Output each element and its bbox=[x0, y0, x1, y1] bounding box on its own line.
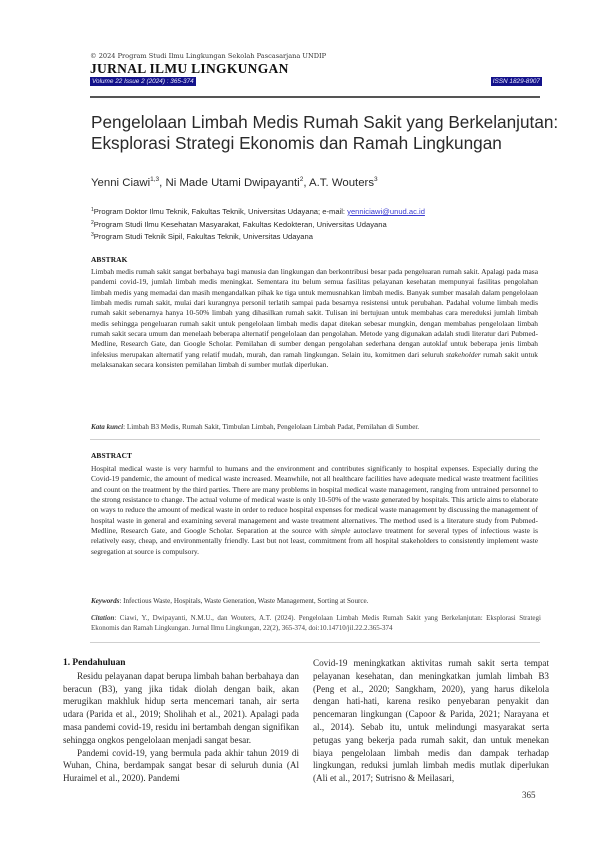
abstract-body bbox=[91, 464, 538, 557]
abstract-text-end: autoclave treatment for several types of infectious waste is relatively easy, cheap, and environmentally friendly. Last but not least, commitment from all hospital stakeholders to consistently implement waste segregation at source is compulsory. bbox=[91, 526, 538, 556]
article-title-line-2: Eksplorasi Strategi Ekonomis dan Ramah Lingkungan bbox=[91, 133, 502, 153]
keywords-values: : Infectious Waste, Hospitals, Waste Generation, Waste Management, Sorting at Source. bbox=[119, 597, 369, 605]
citation-block bbox=[91, 613, 541, 634]
author-affiliation-mark: 2 bbox=[299, 176, 304, 183]
journal-header bbox=[90, 52, 540, 88]
affiliation-mark: 2 bbox=[91, 219, 94, 226]
author-email-link[interactable]: yenniciawi@unud.ac.id bbox=[347, 207, 425, 216]
copyright-notice: © 2024 Program Studi Ilmu Lingkungan Sekolah Pascasarjana UNDIP bbox=[90, 52, 327, 60]
keywords-label: Keywords bbox=[91, 597, 120, 605]
abstrak-text-end: rumah sakit untuk melaksanakan secara konsisten pemilahan limbah di sumber mutlak diperlukan. bbox=[91, 349, 538, 370]
body-paragraph: Residu pelayanan dapat berupa limbah bahan berbahaya dan beracun (B3), yang jika tidak diolah dengan baik, akan merugikan makhluk hidup serta mencemari tanah, air serta udara (Parida et al., 2019; Sholihah et al., 2021). Apalagi pada masa pandemi covid-19, residu ini bertambah dengan signifikan sehingga ongkos pengelolaan menjadi sangat besar. bbox=[63, 670, 299, 745]
body-column-right bbox=[313, 657, 549, 785]
page-number: 365 bbox=[522, 790, 536, 800]
author-affiliation-mark: 3 bbox=[374, 176, 378, 183]
citation-text: : Ciawi, Y., Dwipayanti, N.M.U., dan Wouters, A.T. (2024). Pengelolaan Limbah Medis Rumah Sakit yang Berkelanjutan: Eksplorasi Strategi Ekonomis dan Ramah Lingkungan. Jurnal Ilmu Lingkungan, 22(2), 365-374, doi:10.14710/jil.22.2.365-374 bbox=[91, 614, 541, 633]
kata-kunci-label: Kata kunci bbox=[91, 423, 124, 431]
volume-issue-info[interactable]: Volume 22 Issue 2 (2024) : 365-374 bbox=[92, 78, 194, 85]
affiliation-item bbox=[91, 230, 551, 243]
author-name: A.T. Wouters bbox=[309, 177, 375, 189]
affiliation-item bbox=[91, 205, 551, 218]
body-paragraph: Pandemi covid-19, yang bermula pada akhir tahun 2019 di Wuhan, China, berdampak sangat besar di seluruh dunia (Al Huraimel et al., 2020). Pandemi bbox=[63, 747, 299, 784]
article-title bbox=[91, 112, 561, 154]
affiliation-mark: 3 bbox=[91, 232, 94, 238]
header-divider bbox=[90, 96, 540, 98]
author-name: Yenni Ciawi bbox=[91, 177, 151, 189]
affiliation-item bbox=[91, 218, 551, 231]
affiliation-text: Program Studi Ilmu Kesehatan Masyarakat, Fakultas Kedokteran, Universitas Udayana bbox=[93, 219, 387, 229]
keywords bbox=[91, 597, 541, 605]
abstract-heading: ABSTRACT bbox=[91, 451, 133, 460]
body-column-left bbox=[63, 657, 299, 785]
abstract-paragraph bbox=[91, 464, 538, 557]
author-separator: , bbox=[159, 177, 166, 189]
abstrak-paragraph bbox=[91, 267, 538, 370]
affiliation-list bbox=[91, 205, 551, 243]
author-affiliation-mark: 1,3 bbox=[150, 176, 160, 183]
journal-meta-row bbox=[90, 77, 540, 88]
kata-kunci-values: : Limbah B3 Medis, Rumah Sakit, Timbulan Limbah, Pengelolaan Limbah Padat, Pemilahan di Sumber. bbox=[123, 423, 420, 431]
abstract-italic-term: simple bbox=[330, 526, 351, 536]
article-title-line-1: Pengelolaan Limbah Medis Rumah Sakit yang Berkelanjutan: bbox=[91, 112, 559, 132]
citation-divider bbox=[90, 642, 540, 643]
body-paragraph: Covid-19 meningkatkan aktivitas rumah sakit serta tempat pelayanan kesehatan, dan meningkatkan jumlah limbah B3 (Peng et al., 2020; Sangkham, 2020), yang harus dikelola dengan hati-hati, karena resiko penyebaran penyakit dan pencemaran lingkungan (Capoor & Parida, 2021; Narayana et al., 2014). Sebab itu, untuk melindungi masyarakat serta petugas yang bekerja pada rumah sakit, dan untuk menekan biaya pengelolaan limbah medis dan dampak terhadap lingkungan, reduksi jumlah limbah medis mutlak diperlukan (Ali et al., 2017; Sutrisno & Meilasari, bbox=[313, 658, 549, 784]
author-separator: , bbox=[303, 177, 310, 189]
affiliation-text: Program Doktor Ilmu Teknik, Fakultas Teknik, Universitas Udayana; e-mail: bbox=[93, 207, 348, 216]
journal-title: JURNAL ILMU LINGKUNGAN bbox=[90, 61, 289, 76]
abstrak-heading: ABSTRAK bbox=[91, 255, 128, 264]
issn-label[interactable]: ISSN 1829-8907 bbox=[492, 78, 540, 85]
kata-kunci bbox=[91, 423, 541, 431]
abstract-text: Hospital medical waste is very harmful to humans and the environment and contributes significanly to hospital expenses. Especially during the Covid-19 pandemic, the amount of medical waste increased. Meanwhile, not all healthcare facilities have adequate medical waste treatment facilities and count on the treatment by the third parties. There are many problems in hospital medical waste management, ranging from untrained personnel to the strong resistance to change. The actual volume of medical waste is only 10-50% of the waste generated by hospitals. This article aims to elaborate on ways to reduce the amount of medical waste in order to reduce hospital expenses for medical waste management by discussing the management of hospital waste in general and examining several management and waste treatment alternatives. The method used is a literature study from Pubmed-Medline, Research Gate, and Google Scholar. Separation at the source with bbox=[91, 464, 538, 536]
affiliation-text: Program Studi Teknik Sipil, Fakultas Teknik, Universitas Udayana bbox=[93, 232, 313, 241]
citation-label: Citation bbox=[91, 614, 115, 622]
author-list bbox=[91, 176, 378, 189]
section-divider bbox=[90, 439, 540, 440]
abstrak-italic-term: stakeholder bbox=[446, 349, 481, 359]
section-heading-pendahuluan: 1. Pendahuluan bbox=[63, 658, 126, 668]
abstrak-text: Limbah medis rumah sakit sangat berbahaya bagi manusia dan lingkungan dan berkontribusi besar pada pengeluaran rumah sakit. Apalagi pada masa pandemi covid-19, jumlah limbah medis meningkat. Sementara itu belum semua fasilitas pelayanan kesehatan mempunyai fasilitas pengolahan limbah medis yang memadai dan masih mengandalkan pihak ke tiga untuk memusnahkan limbah medis. Banyak sumber masalah dalam pengelolaan limbah medis rumah sakit, mulai dari kurangnya personil terlatih sampai pada besarnya resistensi untuk perubahan. Padahal volume limbah medis rumah sakit sebenarnya hanya 10-50% limbah yang dihasilkan rumah sakit. Tulisan ini bertujuan untuk membahas cara mereduksi jumlah limbah medis sehingga pengeluaran rumah sakit untuk pengelolaan limbah medis dapat ditekan sebesar mungkin, dengan membahas pengelolaan limbah rumah sakit secara umum dan menelaah beberapa alternatif pengelolaan dan pengolahan. Metode yang digunakan adalah studi literatur dari Pubmed-Medline, Research Gate, dan Google Scholar. Pemilahan di sumber dengan pengolahan sederhana dengan autoklaf untuk beberapa jenis limbah infeksius merupakan alternatif yang relatif mudah, murah, dan ramah lingkungan. Selain itu, komitmen dari seluruh bbox=[91, 267, 538, 359]
affiliation-mark: 1 bbox=[91, 207, 94, 213]
author-name: Ni Made Utami Dwipayanti bbox=[165, 177, 300, 189]
abstrak-body bbox=[91, 267, 538, 370]
